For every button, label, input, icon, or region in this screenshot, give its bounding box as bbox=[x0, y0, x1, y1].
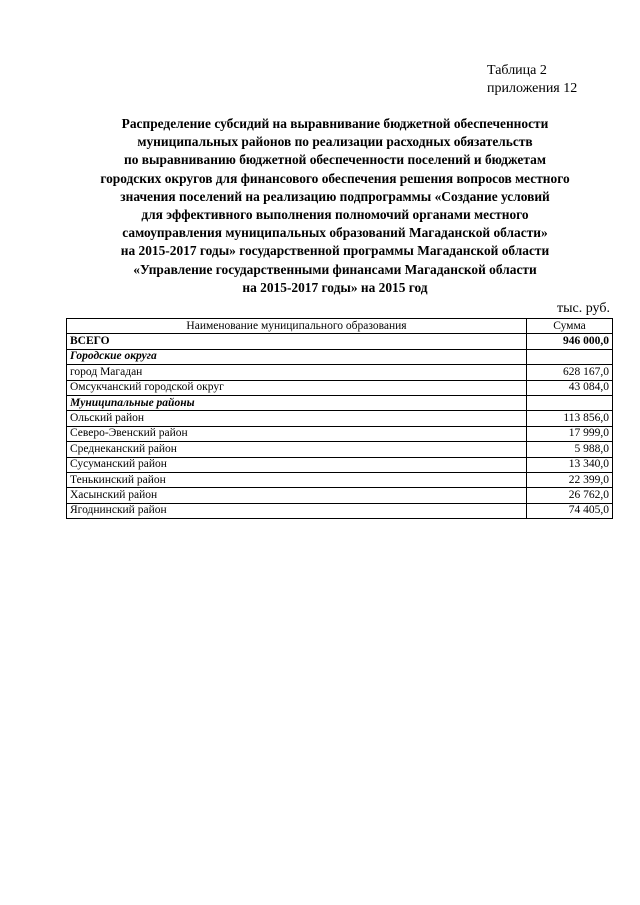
table-number: Таблица 2 bbox=[487, 63, 547, 78]
table-row bbox=[67, 472, 613, 487]
table-row-group bbox=[67, 349, 613, 364]
row-sum: 74 405,0 bbox=[527, 503, 613, 518]
table-row bbox=[67, 380, 613, 395]
title-line: на 2015-2017 годы» государственной программы Магаданской области bbox=[120, 243, 550, 259]
title-line: Распределение субсидий на выравнивание бюджетной обеспеченности bbox=[121, 116, 549, 131]
header-name: Наименование муниципального образования bbox=[67, 319, 527, 334]
row-sum bbox=[527, 349, 613, 364]
row-sum: 26 762,0 bbox=[527, 488, 613, 503]
table-row bbox=[67, 488, 613, 503]
row-name: Муниципальные районы bbox=[67, 395, 527, 410]
title-line: для эффективного выполнения полномочий органами местного bbox=[141, 207, 529, 223]
row-sum: 13 340,0 bbox=[527, 457, 613, 472]
row-sum: 113 856,0 bbox=[527, 411, 613, 426]
row-name: Северо-Эвенский район bbox=[67, 426, 527, 441]
row-sum: 17 999,0 bbox=[527, 426, 613, 441]
row-name: Хасынский район bbox=[67, 488, 527, 503]
row-name: Тенькинский район bbox=[67, 472, 527, 487]
row-sum: 946 000,0 bbox=[527, 334, 613, 349]
table-row bbox=[67, 503, 613, 518]
row-name: Среднеканский район bbox=[67, 442, 527, 457]
row-name: город Магадан bbox=[67, 365, 527, 380]
title-line: по выравниванию бюджетной обеспеченности поселений и бюджетам bbox=[124, 152, 546, 168]
row-sum: 628 167,0 bbox=[527, 365, 613, 380]
table-row-group bbox=[67, 395, 613, 410]
table-reference bbox=[487, 62, 577, 98]
subsidy-table bbox=[66, 318, 613, 519]
title-line: городских округов для финансового обеспечения решения вопросов местного bbox=[100, 170, 570, 186]
title-line: значения поселений на реализацию подпрограммы «Создание условий bbox=[120, 188, 550, 204]
document-title bbox=[40, 115, 630, 297]
row-sum bbox=[527, 395, 613, 410]
header-sum: Сумма bbox=[527, 319, 613, 334]
row-name: Городские округа bbox=[67, 349, 527, 364]
table-row bbox=[67, 426, 613, 441]
appendix-reference: приложения 12 bbox=[487, 81, 578, 96]
title-line: муниципальных районов по реализации расходных обязательств bbox=[137, 134, 533, 150]
row-name: Ягоднинский район bbox=[67, 503, 527, 518]
table-row bbox=[67, 365, 613, 380]
title-line: на 2015-2017 годы» на 2015 год bbox=[242, 279, 428, 295]
row-name: Омсукчанский городской округ bbox=[67, 380, 527, 395]
table-row-total bbox=[67, 334, 613, 349]
row-sum: 5 988,0 bbox=[527, 442, 613, 457]
title-line: самоуправления муниципальных образований Магаданской области» bbox=[122, 225, 548, 241]
row-name: Сусуманский район bbox=[67, 457, 527, 472]
row-sum: 22 399,0 bbox=[527, 472, 613, 487]
table-row bbox=[67, 411, 613, 426]
row-sum: 43 084,0 bbox=[527, 380, 613, 395]
row-name: ВСЕГО bbox=[67, 334, 527, 349]
table-row bbox=[67, 442, 613, 457]
row-name: Ольский район bbox=[67, 411, 527, 426]
title-line: «Управление государственными финансами Магаданской области bbox=[133, 261, 537, 277]
units-label: тыс. руб. bbox=[557, 301, 610, 316]
table-header-row bbox=[67, 319, 613, 334]
table-row bbox=[67, 457, 613, 472]
